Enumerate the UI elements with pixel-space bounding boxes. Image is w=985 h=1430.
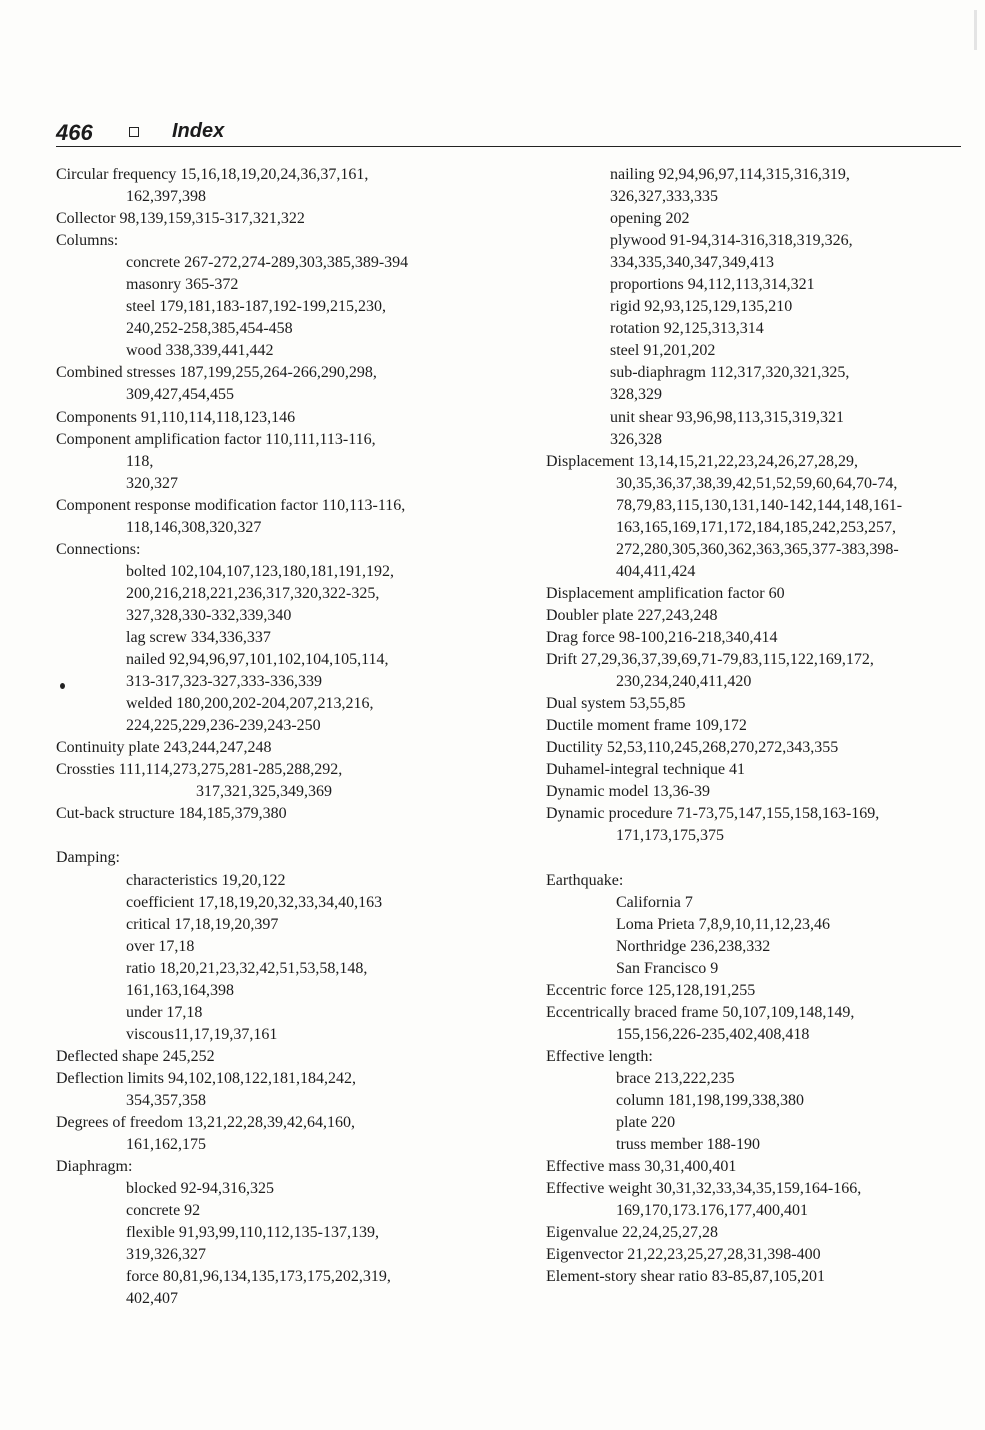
index-entry: Damping: — [56, 849, 120, 867]
index-entry: Combined stresses 187,199,255,264-266,290,298, — [56, 364, 377, 382]
index-entry: Component response modification factor 110,113-116, — [56, 496, 406, 514]
index-subentry: force 80,81,96,134,135,173,175,202,319, — [126, 1268, 391, 1286]
index-subentry: 118,146,308,320,327 — [126, 518, 262, 536]
page-number: 466 — [56, 120, 93, 145]
index-subentry: rigid 92,93,125,129,135,210 — [610, 298, 793, 316]
index-subentry: characteristics 19,20,122 — [126, 871, 286, 889]
index-subentry: 78,79,83,115,130,131,140-142,144,148,161- — [616, 496, 903, 514]
index-entry: Deflected shape 245,252 — [56, 1047, 215, 1065]
index-subentry: 230,234,240,411,420 — [616, 673, 752, 691]
stray-bullet-mark — [60, 683, 65, 689]
index-subentry: 328,329 — [610, 386, 662, 404]
index-subentry: nailed 92,94,96,97,101,102,104,105,114, — [126, 651, 389, 669]
index-entry: Displacement amplification factor 60 — [546, 584, 785, 602]
index-subentry: under 17,18 — [126, 1003, 203, 1021]
index-subentry: 240,252-258,385,454-458 — [126, 320, 293, 338]
index-subentry: flexible 91,93,99,110,112,135-137,139, — [126, 1224, 380, 1242]
index-entry: Earthquake: — [546, 871, 624, 889]
index-subentry: critical 17,18,19,20,397 — [126, 915, 279, 933]
running-header — [56, 120, 961, 147]
index-subentry: plywood 91-94,314-316,318,319,326, — [610, 232, 853, 250]
index-entry: Degrees of freedom 13,21,22,28,39,42,64,160, — [56, 1114, 356, 1132]
index-entry: Element-story shear ratio 83-85,87,105,201 — [546, 1268, 826, 1286]
index-subentry: plate 220 — [616, 1114, 676, 1132]
index-subentry: Northridge 236,238,332 — [616, 937, 771, 955]
index-subentry: viscous11,17,19,37,161 — [126, 1025, 278, 1043]
index-subentry: 161,163,164,398 — [126, 981, 234, 999]
index-column-left — [56, 164, 496, 1310]
index-subentry: unit shear 93,96,98,113,315,319,321 — [610, 408, 845, 426]
index-subentry: welded 180,200,202-204,207,213,216, — [126, 695, 374, 713]
index-entry: Crossties 111,114,273,275,281-285,288,292, — [56, 761, 343, 779]
index-column-right — [546, 164, 971, 1288]
index-subentry: sub-diaphragm 112,317,320,321,325, — [610, 364, 850, 382]
index-entry: Diaphragm: — [56, 1158, 133, 1176]
index-subentry: 118, — [126, 452, 154, 470]
index-entry: Dynamic model 13,36-39 — [546, 783, 710, 801]
index-subentry: truss member 188-190 — [616, 1136, 760, 1154]
index-subentry: bolted 102,104,107,123,180,181,191,192, — [126, 562, 394, 580]
index-subentry: Loma Prieta 7,8,9,10,11,12,23,46 — [616, 915, 831, 933]
index-subentry: brace 213,222,235 — [616, 1069, 735, 1087]
index-subentry: column 181,198,199,338,380 — [616, 1091, 804, 1109]
index-entry: Doubler plate 227,243,248 — [546, 606, 718, 624]
index-subentry: 200,216,218,221,236,317,320,322-325, — [126, 584, 380, 602]
index-subentry: blocked 92-94,316,325 — [126, 1180, 274, 1198]
index-subentry: 171,173,175,375 — [616, 827, 724, 845]
index-entry: Deflection limits 94,102,108,122,181,184,242, — [56, 1069, 356, 1087]
index-entry: Dynamic procedure 71-73,75,147,155,158,163-169, — [546, 805, 880, 823]
index-subentry: 326,328 — [610, 430, 662, 448]
index-subentry: opening 202 — [610, 210, 690, 228]
entry-spacer — [56, 825, 496, 847]
index-subentry: masonry 365-372 — [126, 276, 239, 294]
index-subentry: nailing 92,94,96,97,114,315,316,319, — [610, 166, 850, 183]
index-subentry: over 17,18 — [126, 937, 195, 955]
index-entry: Eigenvector 21,22,23,25,27,28,31,398-400 — [546, 1246, 821, 1264]
index-subentry: 404,411,424 — [616, 562, 696, 580]
index-subentry: wood 338,339,441,442 — [126, 342, 274, 360]
index-entry: Collector 98,139,159,315-317,321,322 — [56, 210, 305, 228]
index-subentry: 402,407 — [126, 1290, 178, 1308]
index-subentry: 327,328,330-332,339,340 — [126, 606, 292, 624]
scan-edge-mark — [974, 10, 977, 50]
index-entry: Eigenvalue 22,24,25,27,28 — [546, 1224, 718, 1242]
index-entry: Cut-back structure 184,185,379,380 — [56, 805, 287, 823]
square-ornament-icon — [129, 127, 139, 137]
index-subentry: concrete 267-272,274-289,303,385,389-394 — [126, 254, 409, 272]
index-entry: Displacement 13,14,15,21,22,23,24,26,27,28,29, — [546, 452, 858, 470]
index-subentry: 354,357,358 — [126, 1091, 206, 1109]
entry-spacer — [546, 847, 971, 869]
index-subentry: 155,156,226-235,402,408,418 — [616, 1025, 810, 1043]
index-entry: Effective weight 30,31,32,33,34,35,159,164-166, — [546, 1180, 862, 1198]
index-subentry: steel 91,201,202 — [610, 342, 716, 360]
index-subentry: California 7 — [616, 893, 693, 911]
index-subentry: 163,165,169,171,172,184,185,242,253,257, — [616, 518, 896, 536]
index-entry: Eccentric force 125,128,191,255 — [546, 981, 756, 999]
index-subentry: 169,170,173.176,177,400,401 — [616, 1202, 808, 1220]
index-subentry: 334,335,340,347,349,413 — [610, 254, 774, 272]
index-subentry: 309,427,454,455 — [126, 386, 234, 404]
index-subentry: 272,280,305,360,362,363,365,377-383,398- — [616, 540, 899, 558]
index-entry: Connections: — [56, 540, 141, 558]
index-subentry: 161,162,175 — [126, 1136, 206, 1154]
index-subentry: 224,225,229,236-239,243-250 — [126, 717, 321, 735]
index-subentry: San Francisco 9 — [616, 959, 719, 977]
index-entry: Effective mass 30,31,400,401 — [546, 1158, 737, 1176]
index-entry: Dual system 53,55,85 — [546, 695, 686, 713]
index-subentry: steel 179,181,183-187,192-199,215,230, — [126, 298, 386, 316]
index-entry: Components 91,110,114,118,123,146 — [56, 408, 296, 426]
index-entry: Duhamel-integral technique 41 — [546, 761, 746, 779]
index-subentry: lag screw 334,336,337 — [126, 628, 271, 646]
index-subentry: 162,397,398 — [126, 188, 206, 206]
index-subentry: coefficient 17,18,19,20,32,33,34,40,163 — [126, 893, 383, 911]
index-entry: Ductility 52,53,110,245,268,270,272,343,355 — [546, 739, 839, 757]
index-entry: Drift 27,29,36,37,39,69,71-79,83,115,122,169,172, — [546, 651, 874, 669]
index-subentry: 320,327 — [126, 474, 178, 492]
index-subentry: 317,321,325,349,369 — [196, 783, 332, 801]
index-entry: Drag force 98-100,216-218,340,414 — [546, 628, 778, 646]
index-subentry: 319,326,327 — [126, 1246, 206, 1264]
index-entry: Ductile moment frame 109,172 — [546, 717, 747, 735]
index-subentry: 313-317,323-327,333-336,339 — [126, 673, 322, 691]
index-entry: Eccentrically braced frame 50,107,109,148,149, — [546, 1003, 855, 1021]
index-subentry: rotation 92,125,313,314 — [610, 320, 764, 338]
index-entry: Effective length: — [546, 1047, 653, 1065]
index-entry: Circular frequency 15,16,18,19,20,24,36,37,161, — [56, 166, 369, 183]
index-subentry: concrete 92 — [126, 1202, 201, 1220]
index-entry: Component amplification factor 110,111,113-116, — [56, 430, 376, 448]
index-subentry: proportions 94,112,113,314,321 — [610, 276, 815, 294]
index-entry: Columns: — [56, 232, 119, 250]
index-subentry: 326,327,333,335 — [610, 188, 718, 206]
index-subentry: ratio 18,20,21,23,32,42,51,53,58,148, — [126, 959, 368, 977]
index-subentry: 30,35,36,37,38,39,42,51,52,59,60,64,70-74, — [616, 474, 898, 492]
section-title: Index — [172, 120, 225, 142]
index-entry: Continuity plate 243,244,247,248 — [56, 739, 272, 757]
